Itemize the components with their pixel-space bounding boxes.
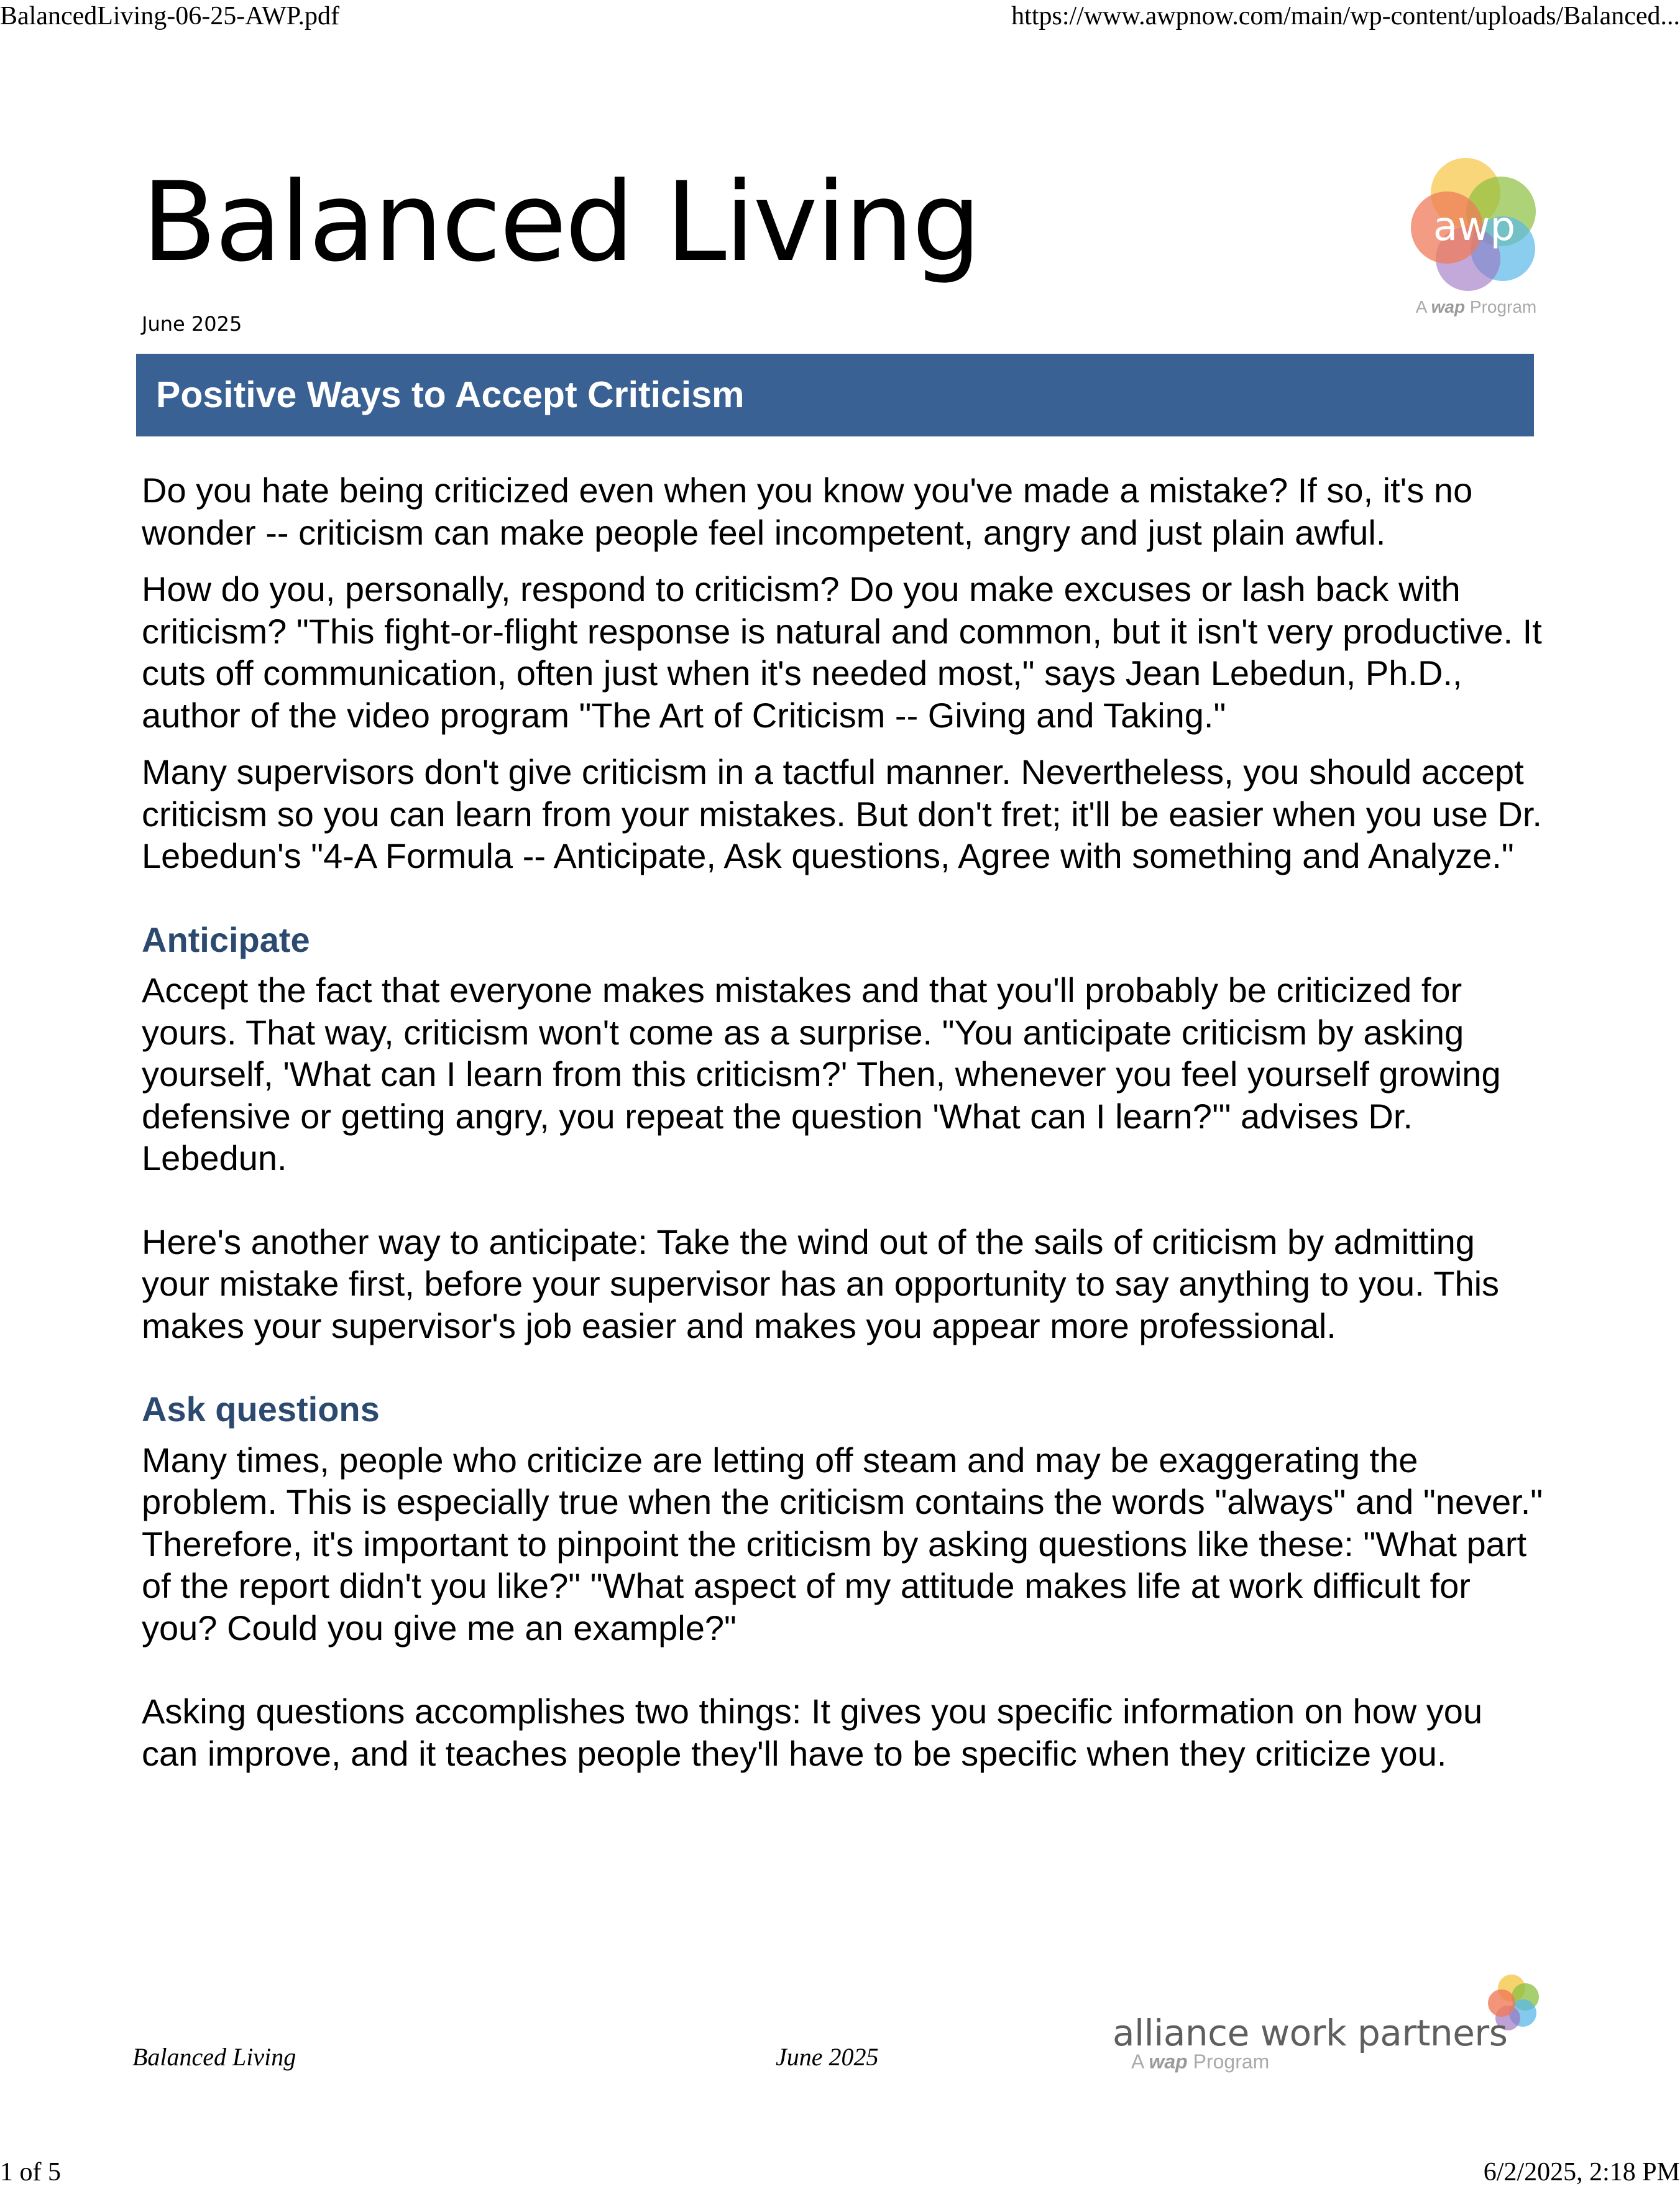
- section-heading-ask-questions: Ask questions: [142, 1389, 380, 1429]
- print-header-filename: BalancedLiving-06-25-AWP.pdf: [0, 2, 339, 30]
- alliance-logo-name: alliance work partners: [1113, 2012, 1508, 2054]
- alliance-logo-sub: [1131, 2050, 1269, 2073]
- newsletter-date: June 2025: [142, 312, 242, 336]
- awp-logo-icon: [1398, 154, 1548, 297]
- article-title: Positive Ways to Accept Criticism: [156, 374, 745, 415]
- logo-sub-brand: wap: [1149, 2050, 1188, 2073]
- logo-sub-suffix: Program: [1193, 2050, 1270, 2073]
- print-footer-datetime: 6/2/2025, 2:18 PM: [1483, 2158, 1680, 2187]
- footer-date: June 2025: [776, 2043, 879, 2071]
- print-header-url: https://www.awpnow.com/main/wp-content/uploads/Balanced...: [1011, 2, 1680, 30]
- article-banner: [136, 354, 1534, 436]
- footer-newsletter-name: Balanced Living: [132, 2043, 296, 2071]
- awp-logo-caption: [1405, 297, 1548, 317]
- intro-paragraph: How do you, personally, respond to criticism? Do you make excuses or lash back with criticism? "This fight-or-flight response is natural and common, but it isn't very productive. It cuts off communication, often just when it's needed most," says Jean Lebedun, Ph.D., author of the video program "The Art of Criticism -- Giving and Taking.": [142, 569, 1542, 735]
- awp-logo-text: awp: [1433, 204, 1516, 250]
- alliance-work-partners-logo: [1113, 1972, 1541, 2078]
- print-footer-page: 1 of 5: [0, 2158, 61, 2187]
- section-paragraph: Asking questions accomplishes two things: It gives you specific information on how you can improve, and it teaches people they'll have to be specific when they criticize you.: [142, 1692, 1483, 1773]
- caption-brand: wap: [1431, 297, 1466, 316]
- intro-paragraph: Many supervisors don't give criticism in a tactful manner. Nevertheless, you should accept criticism so you can learn from your mistakes. But don't fret; it'll be easier when you use Dr. Lebedun's "4-A Formula -- Anticipate, Ask questions, Agree with something and Analyze.": [142, 752, 1542, 875]
- article-body: [142, 469, 1546, 1774]
- section-heading-anticipate: Anticipate: [142, 919, 310, 959]
- intro-paragraph: Do you hate being criticized even when you know you've made a mistake? If so, it's no wonder -- criticism can make people feel incompetent, angry and just plain awful.: [142, 471, 1473, 552]
- caption-suffix: Program: [1469, 297, 1537, 316]
- section-paragraph: Many times, people who criticize are letting off steam and may be exaggerating the problem. This is especially true when the criticism contains the words "always" and "never." Therefore, it's important to pinpoint the criticism by asking questions like these: "What part of the report didn't you like?" "What aspect of my attitude makes life at work difficult for you? Could you give me an example?": [142, 1440, 1543, 1648]
- logo-sub-prefix: A: [1131, 2050, 1144, 2073]
- section-paragraph: Here's another way to anticipate: Take the wind out of the sails of criticism by admitting your mistake first, before your supervisor has an opportunity to say anything to you. This makes your supervisor's job easier and makes you appear more professional.: [142, 1222, 1500, 1345]
- section-paragraph: Accept the fact that everyone makes mistakes and that you'll probably be criticized for yours. That way, criticism won't come as a surprise. "You anticipate criticism by asking yourself, 'What can I learn from this criticism?' Then, whenever you feel yourself growing defensive or getting angry, you repeat the question 'What can I learn?'" advises Dr. Lebedun.: [142, 970, 1501, 1177]
- newsletter-title: Balanced Living: [142, 159, 980, 286]
- caption-prefix: A: [1415, 297, 1426, 316]
